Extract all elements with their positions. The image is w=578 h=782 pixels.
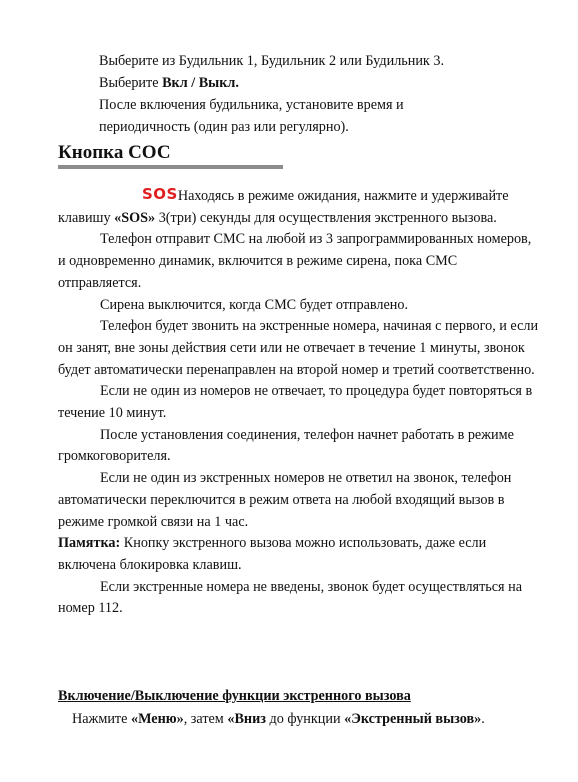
toggle-instruction bbox=[72, 709, 485, 731]
toggle-text-4: . bbox=[481, 711, 485, 727]
emergency-call-function-label: «Экстренный вызов» bbox=[344, 711, 482, 727]
toggle-text-2: , затем bbox=[183, 711, 228, 727]
note-text: Кнопку экстренного вызова можно использовать, даже если включена блокировка клавиш. bbox=[58, 535, 487, 573]
alarm-line-3: После включения будильника, установите время и bbox=[99, 97, 404, 113]
alarm-line-1: Выберите из Будильник 1, Будильник 2 или Будильник 3. bbox=[99, 53, 445, 69]
note-label: Памятка: bbox=[58, 535, 121, 552]
toggle-text-3: до функции bbox=[265, 711, 345, 727]
toggle-section-title: Включение/Выключение функции экстренного вызова bbox=[58, 688, 411, 704]
paragraph-sos-hold-b: 3(три) секунды для осуществления экстренного вызова. bbox=[155, 209, 497, 226]
paragraph-sos-hold bbox=[58, 186, 542, 229]
down-key-label: «Вниз bbox=[227, 711, 266, 727]
paragraph-auto-answer: Если не один из экстренных номеров не ответил на звонок, телефон автоматически переключится в режим ответа на любой входящий вызов в режиме громкой связи на 1 час. bbox=[58, 470, 512, 530]
paragraph-sos-hold-a: Находясь в режиме ожидания, нажмите и удерживайте клавишу bbox=[58, 188, 509, 226]
paragraph-calling: Телефон будет звонить на экстренные номера, начиная с первого, и если он занят, вне зоны действия сети или не отвечает в течение 1 минуты, звонок будет автоматически перенаправлен на второй номер и третий соответственно. bbox=[58, 318, 539, 378]
toggle-text-1: Нажмите bbox=[72, 711, 131, 727]
sos-key-label: «SOS» bbox=[114, 209, 156, 226]
paragraph-sms: Телефон отправит СМС на любой из 3 запрограммированных номеров, и одновременно динамик, включится в режиме сирена, пока СМС отправляется. bbox=[58, 231, 532, 291]
paragraph-siren: Сирена выключится, когда СМС будет отправлено. bbox=[100, 296, 409, 313]
paragraph-speaker: После установления соединения, телефон начнет работать в режиме громкоговорителя. bbox=[58, 426, 514, 465]
paragraph-default-112: Если экстренные номера не введены, звонок будет осуществляться на номер 112. bbox=[58, 578, 522, 617]
alarm-on-off-label: Вкл / Выкл. bbox=[162, 75, 239, 91]
sos-section-body bbox=[58, 186, 542, 620]
paragraph-repeat: Если не один из номеров не отвечает, то процедура будет повторяться в течение 10 минут. bbox=[58, 383, 533, 422]
alarm-line-2 bbox=[99, 73, 239, 95]
alarm-line-2-prefix: Выберите bbox=[99, 75, 163, 91]
section-heading: Кнопка СОС bbox=[58, 142, 171, 163]
alarm-line-4: периодичность (один раз или регулярно). bbox=[99, 119, 349, 135]
heading-underline-rule bbox=[58, 165, 283, 169]
menu-key-label: «Меню» bbox=[130, 711, 184, 727]
sos-logo-icon: SOS bbox=[142, 185, 178, 203]
paragraph-note bbox=[58, 533, 542, 576]
